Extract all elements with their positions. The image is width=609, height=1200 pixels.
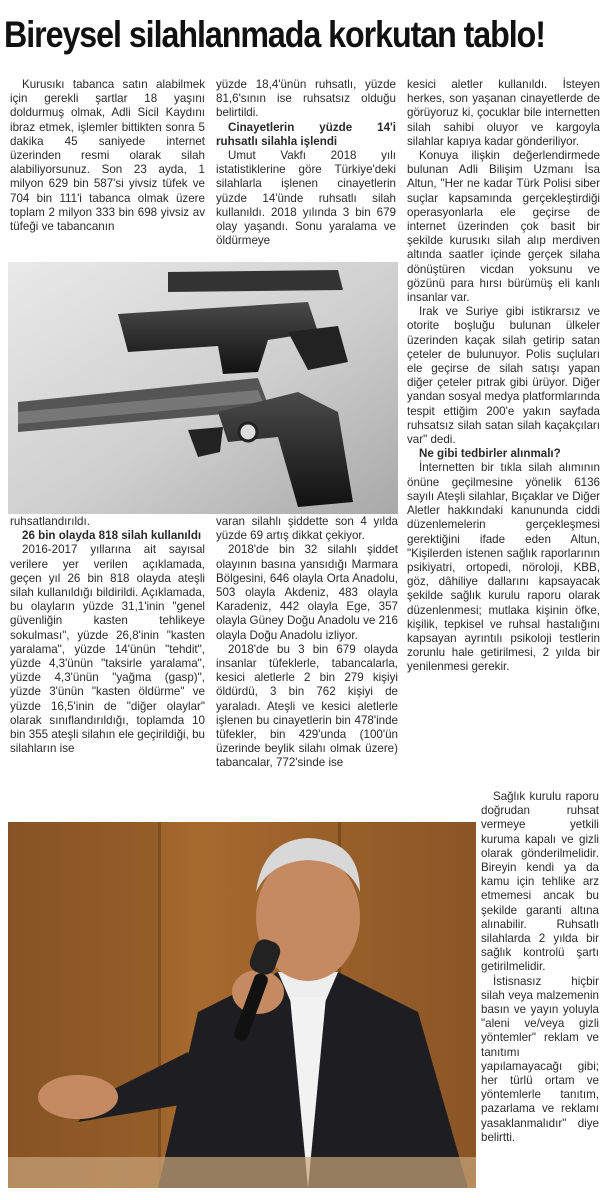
subheading: 26 bin olayda 818 silah kullanıldı <box>22 529 202 543</box>
column-3 <box>407 78 600 675</box>
column-2-top <box>216 78 396 248</box>
paragraph: 2018'de bu 3 bin 679 olayda insanlar tüfeklerle, tabancalarla, kesici aletlerle 2 bin 279 kişiyi öldürdü, 3 bin 762 kişiyi de yaraladı. Ateşli ve kesici aletlerle işlenen bu cinayetlerin bin 478'inde tüfekler, bin 429'unda (100'ün üzerinde beylik silahı olmak üzere) tabancalar, 772'sinde ise <box>216 642 398 770</box>
column-1-middle <box>10 515 205 756</box>
subheading: Cinayetlerin yüzde 14'i ruhsatlı silahla işlendi <box>216 120 396 148</box>
paragraph: Irak ve Suriye gibi istikrarsız ve otorite boşluğu bulunan ülkeler üzerinden kaçak silah getirip satan çeteler de bulunuyor. Polis suçluları ele geçirse de silah satışı yapan diğer çeteler pıtrak gibi ürüyor. Diğer yandan sosyal medya platformlarında tespit ettiğim 200'e yakın sayfada ruhsatsız silah satan silah kaçakçıları var" dedi. <box>407 305 600 447</box>
guns-photo <box>8 262 398 514</box>
column-2-middle <box>216 515 398 771</box>
paragraph: Konuya ilişkin değerlendirmede bulunan Adli Bilişim Uzmanı İsa Altun, "Her ne kadar Türk Polisi siber suçlar kapsamında gerçekleştirdiği operasyonlarla ele geçirse de internet üzerinden çok basit bir şekilde kurusıkı silah alıp merdiven altında saatler içinde gerçek silaha dönüştüren vicdan yoksunu ve gözünü para hırsı bürümüş eli kanlı insanlar var. <box>407 149 600 305</box>
paragraph: Umut Vakfı 2018 yılı istatistiklerine göre Türkiye'deki silahlarla işlenen cinayetlerin yüzde 14'ünde ruhsatlı silah kullanıldı. 2018 yılında 3 bin 679 olay yaşandı. Sonu yaralama ve öldürmeye <box>216 149 396 248</box>
paragraph: İstisnasız hiçbir silah veya malzemenin basın ve yayın yoluyla "aleni ve/veya gizli yöntemler" reklam ve tanıtımı yapılamayacağı gibi; her türlü ortam ve yöntemlerle tanıtım, pazarlama ve reklamı yasaklanmalıdır" diye belirtti. <box>481 974 599 1144</box>
speaker-photo <box>8 822 476 1188</box>
headline: Bireysel silahlanmada korkutan tablo! <box>4 14 545 55</box>
paragraph: 2018'de bin 32 silahlı şiddet olayının basına yansıdığı Marmara Bölgesini, 646 olayla Orta Anadolu, 503 olayla Akdeniz, 483 olayla Karadeniz, 442 olayla Ege, 357 olayla Güney Doğu Anadolu ve 216 olayla Doğu Anadolu izliyor. <box>216 543 398 642</box>
paragraph: yüzde 18,4'ünün ruhsatlı, yüzde 81,6'sının ise ruhsatsız olduğu belirtildi. <box>216 78 396 120</box>
paragraph: Sağlık kurulu raporu doğrudan ruhsat vermeye yetkili kuruma kapalı ve gizli olarak gönderilmelidir. Bireyin kendi ya da kamu için tehlike arz etmemesi ancak bu şekilde garanti altına alınabilir. Ruhsatlı silahlarda 2 yılda bir sağlık kontrolü şartı getirilmelidir. <box>481 790 599 974</box>
paragraph: 2016-2017 yıllarına ait sayısal verilere yer verilen açıklamada, geçen yıl 26 bin 818 olayda ateşli silah kullanıldığı bildirildi. Açıklamada, bu olayların yüzde 31,1'inin "genel güvenliğin kasten tehlikeye sokulması", yüzde 26,8'inin "kasten yaralama", yüzde 14'ünün "tehdit", yüzde 4,3'ünün "taksirle yaralama", yüzde 4,3'ünün "yağma (gasp)", yüzde 3'ünün "kasten öldürme" ve yüzde 16,5'inin de "diğer olaylar" olarak sınıflandırıldığı, toplamda 10 bin 355 ateşli silahın ele geçirildiği, bu silahların ise <box>10 543 205 756</box>
subheading: Ne gibi tedbirler alınmalı? <box>419 447 561 461</box>
paragraph: Kurusıkı tabanca satın alabilmek için gerekli şartlar 18 yaşını doldurmuş olmak, Adli Sicil Kaydını ibraz etmek, işlemler bittikten sonra 5 dakika 45 saniyede internet üzerinden resmi olarak silah alabiliyorsunuz. Son 23 ayda, 1 milyon 629 bin 587'si yivsiz tüfek ve 704 bin 111'i tabanca olmak üzere toplam 2 milyon 333 bin 698 yivsiz av tüfeği ve tabancanın <box>10 78 205 234</box>
paragraph: ruhsatlandırıldı. <box>10 515 90 528</box>
paragraph: İnternetten bir tıkla silah alımının önüne geçilmesine yönelik 6136 sayılı Ateşli silahlar, Bıçaklar ve Diğer Aletler hakkındaki kanununda ciddi düzenlemelerin gerçekleşmesi gerektiğini ifade eden Altun, "Kişilerden istenen sağlık raporlarının psikiyatri, ortopedi, nöroloji, KBB, göz, dâhiliye dallarını kapsayacak şekilde sağlık kurulu raporu olarak düzenlenmesi; mutlaka kişinin öfke, kişilik, tepkisel ve ruhsal hastalığını kapsayan ayrıntılı psikoloji testlerin zorunlu hale getirilmesi, 2 yılda bir yenilenmesi gerekir. <box>407 461 600 674</box>
column-3-bottom <box>481 790 599 1145</box>
paragraph: varan silahlı şiddette son 4 yılda yüzde 69 artış dikkat çekiyor. <box>216 515 398 543</box>
paragraph: kesici aletler kullanıldı. İsteyen herkes, son yaşanan cinayetlerde de görüyoruz ki, çocuklar bile internetten silah sahibi oluyor ve kargoyla silahlar kapıya kadar gönderiliyor. <box>407 78 600 148</box>
column-1-top <box>10 78 205 234</box>
